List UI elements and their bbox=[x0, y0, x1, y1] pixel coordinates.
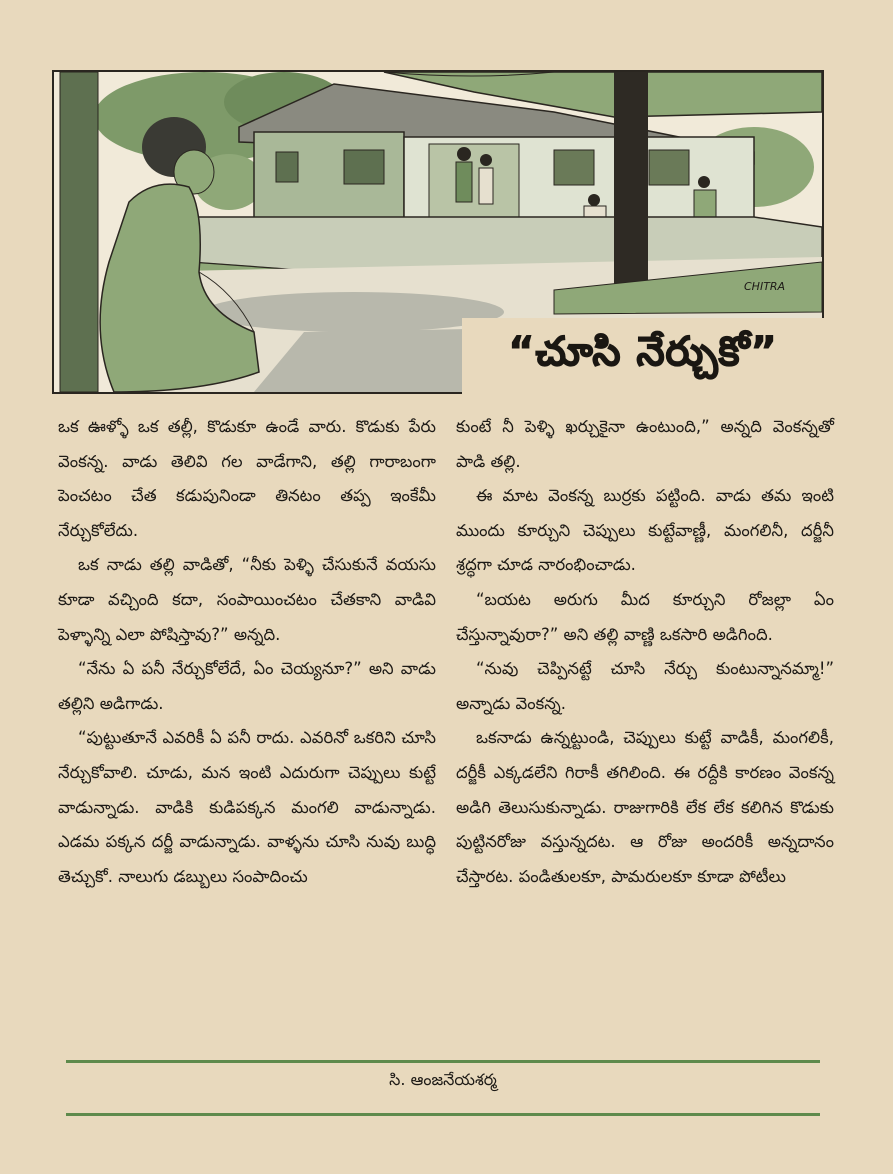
author-name: సి. ఆంజనేయశర్మ bbox=[389, 1070, 497, 1089]
left-column bbox=[58, 410, 436, 894]
story-title-box bbox=[462, 318, 824, 396]
right-column bbox=[456, 410, 834, 894]
paragraph: కుంటే నీ పెళ్ళి ఖర్చుకైనా ఉంటుంది,” అన్నది వెంకన్నతో పాడి తల్లి. bbox=[456, 417, 834, 471]
paragraph: ఒకనాడు ఉన్నట్టుండి, చెప్పులు కుట్టే వాడికీ, మంగలికీ, దర్జీకీ ఎక్కడలేని గిరాకీ తగిలింది. ఈ రద్దీకి కారణం వెంకన్న అడిగి తెలుసుకున్నాడు. రాజుగారికి లేక లేక కలిగిన కొడుకు పుట్టినరోజు వస్తున్నదట. ఆ రోజు అందరికీ అన్నదానం చేస్తారట. పండితులకూ, పామరులకూ కూడా పోటీలు bbox=[456, 728, 834, 886]
paragraph: ఈ మాట వెంకన్న బుర్రకు పట్టింది. వాడు తమ ఇంటి ముందు కూర్చుని చెప్పులు కుట్టేవాణ్ణీ, మంగలినీ, దర్జీనీ శ్రద్ధగా చూడ నారంభించాడు. bbox=[456, 486, 834, 575]
divider-rule bbox=[66, 1113, 820, 1116]
story-text bbox=[58, 410, 834, 1038]
story-title: “చూసి నేర్చుకో” bbox=[508, 329, 778, 375]
paragraph: ఒక నాడు తల్లి వాడితో, “నీకు పెళ్ళి చేసుకునే వయసు కూడా వచ్చింది కదా, సంపాయించటం చేతకాని వాడివి పెళ్ళాన్ని ఎలా పోషిస్తావు?” అన్నది. bbox=[58, 555, 436, 644]
paragraph: “నువు చెప్పినట్టే చూసి నేర్చు కుంటున్నానమ్మా!” అన్నాడు వెంకన్న. bbox=[456, 659, 834, 713]
paragraph: “బయట అరుగు మీద కూర్చుని రోజల్లా ఏం చేస్తున్నావురా?” అని తల్లి వాణ్ణి ఒకసారి అడిగింది. bbox=[456, 589, 834, 644]
paragraph: ఒక ఊళ్ళో ఒక తల్లీ, కొడుకూ ఉండే వారు. కొడుకు పేరు వెంకన్న. వాడు తెలివి గల వాడేగాని, తల్లి గారాబంగా పెంచటం చేత కడుపునిండా తినటం తప్ప ఇంకేమీ నేర్చుకోలేదు. bbox=[58, 417, 436, 540]
paragraph: “నేను ఏ పనీ నేర్చుకోలేదే, ఏం చెయ్యనూ?” అని వాడు తల్లిని అడిగాడు. bbox=[58, 659, 436, 713]
paragraph: “పుట్టుతూనే ఎవరికీ ఏ పనీ రాదు. ఎవరినో ఒకరిని చూసి నేర్చుకోవాలి. చూడు, మన ఇంటి ఎదురుగా చెప్పులు కుట్టే వాడున్నాడు. వాడికి కుడిపక్కన మంగలి వాడున్నాడు. ఎడమ పక్కన దర్జీ వాడున్నాడు. వాళ్ళను చూసి నువు బుద్ధి తెచ్చుకో. నాలుగు డబ్బులు సంపాదించు bbox=[58, 728, 436, 886]
illustrator-signature: CHITRA bbox=[744, 280, 786, 293]
divider-rule bbox=[66, 1060, 820, 1063]
